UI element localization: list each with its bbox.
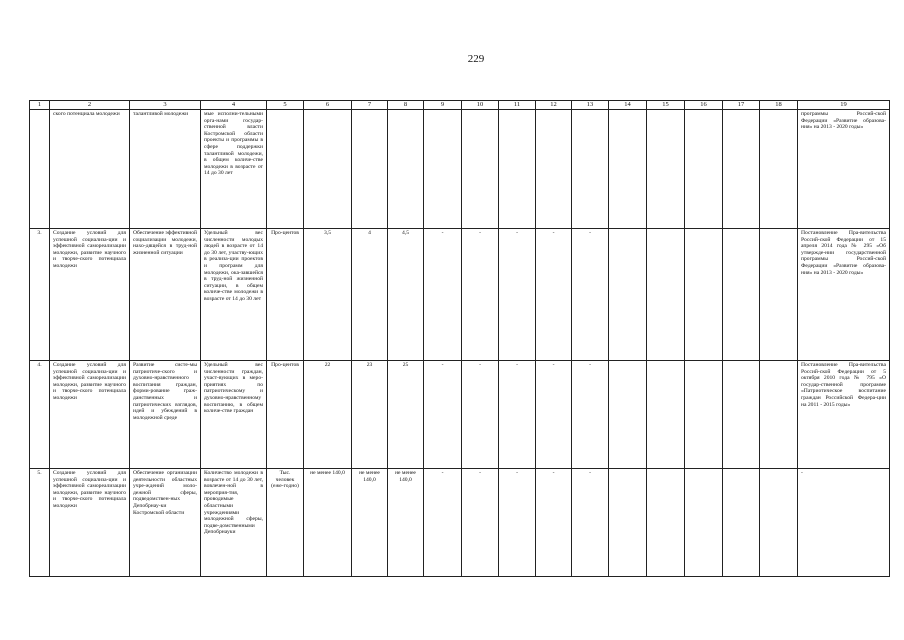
value-cell: -: [424, 229, 462, 361]
goal-cell: Создание условий для успешной социализа-ции и эффективной самореализации молодежи, развитие научного и творче-ского потенциала молодежи: [50, 469, 130, 577]
goal-cell: Создание условий для успешной социализа-ции и эффективной самореализации молодежи, развитие научного и творче-ского потенциала молодежи: [50, 361, 130, 469]
value-cell: -: [572, 361, 609, 469]
value-cell: [388, 110, 424, 229]
empty-cell: [685, 229, 723, 361]
value-cell: [352, 110, 388, 229]
value-cell: [462, 110, 499, 229]
header-cell: 5: [267, 101, 304, 110]
empty-cell: [723, 110, 760, 229]
row-number: 5.: [30, 469, 50, 577]
header-cell: 12: [536, 101, 572, 110]
value-cell: 4: [352, 229, 388, 361]
value-cell: -: [536, 361, 572, 469]
table-row: [30, 229, 890, 361]
value-cell: не менее 140,0: [352, 469, 388, 577]
header-cell: 19: [798, 101, 890, 110]
empty-cell: [685, 361, 723, 469]
goal-cell: ского потенциала молодежи: [50, 110, 130, 229]
header-cell: 15: [647, 101, 685, 110]
empty-cell: [647, 110, 685, 229]
header-cell: 9: [424, 101, 462, 110]
value-cell: 23: [352, 361, 388, 469]
value-cell: не менее 140,0: [388, 469, 424, 577]
unit-cell: [267, 110, 304, 229]
value-cell: -: [462, 361, 499, 469]
header-cell: 7: [352, 101, 388, 110]
value-cell: [304, 110, 352, 229]
empty-cell: [609, 361, 647, 469]
value-cell: 25: [388, 361, 424, 469]
empty-cell: [760, 110, 798, 229]
table-row: [30, 469, 890, 577]
value-cell: [424, 110, 462, 229]
value-cell: 22: [304, 361, 352, 469]
header-cell: 8: [388, 101, 424, 110]
value-cell: [572, 110, 609, 229]
header-cell: 1: [30, 101, 50, 110]
source-cell: Постановление Пра-вительства Россий-ской Федерации от 5 октября 2010 года № 795 «О государ-ственной программе «Патриотическое воспитание граждан Российской Федера-ции на 2011 - 2015 годы»: [798, 361, 890, 469]
value-cell: [499, 110, 536, 229]
value-cell: -: [424, 469, 462, 577]
value-cell: -: [462, 469, 499, 577]
empty-cell: [760, 361, 798, 469]
indicator-cell: Удельный вес численности граждан, участ-вующих в меро-приятиях по патриотическому и духовно-нравственному воспитанию, в общем количе-стве граждан: [201, 361, 267, 469]
task-cell: Обеспечение эффективной социализации молодежи, нахо-дящейся в труд-ной жизненной ситуации: [130, 229, 201, 361]
table-row: [30, 110, 890, 229]
goal-cell: Создание условий для успешной социализа-ции и эффективной самореализации молодежи, развитие научного и творче-ского потенциала молодежи: [50, 229, 130, 361]
value-cell: -: [424, 361, 462, 469]
value-cell: -: [499, 469, 536, 577]
header-cell: 3: [130, 101, 201, 110]
header-cell: 18: [760, 101, 798, 110]
value-cell: -: [572, 229, 609, 361]
value-cell: не менее 140,0: [304, 469, 352, 577]
header-cell: 14: [609, 101, 647, 110]
value-cell: -: [499, 361, 536, 469]
empty-cell: [685, 110, 723, 229]
source-cell: Постановление Пра-вительства Россий-ской Федерации от 15 апреля 2014 года № 295 «Об утвержде-нии государственной программы Россий-ской Федерации «Развитие образова-ния» на 2013 - 2020 годы»: [798, 229, 890, 361]
value-cell: 4,5: [388, 229, 424, 361]
value-cell: -: [536, 229, 572, 361]
empty-cell: [760, 229, 798, 361]
value-cell: 3,5: [304, 229, 352, 361]
empty-cell: [609, 469, 647, 577]
task-cell: Обеспечение организации деятельности областных учре-ждений моло-дежной сферы, подведомствен-ных Депобрнау-ки Костромской области: [130, 469, 201, 577]
header-cell: 4: [201, 101, 267, 110]
source-cell: программы Россий-ской Федерации «Развитие образова-ния» на 2013 - 2020 годы»: [798, 110, 890, 229]
indicator-cell: Количество молодежи в возрасте от 14 до 30 лет, вовлечен-ной в мероприя-тия, проводимые областными учреждениями молодежной сферы, подве-домственными Депобрнауки: [201, 469, 267, 577]
indicators-table: [29, 100, 890, 577]
row-number: 4.: [30, 361, 50, 469]
indicator-cell: мые исполни-тельными орга-нами государ-ственной власти Костромской области проекты и программы в сфере поддержки талантливой молодежи, в общем количе-стве молодежи в возрасте от 14 до 30 лет: [201, 110, 267, 229]
task-cell: талантливой молодежи: [130, 110, 201, 229]
header-cell: 6: [304, 101, 352, 110]
empty-cell: [723, 361, 760, 469]
header-cell: 10: [462, 101, 499, 110]
empty-cell: [723, 229, 760, 361]
empty-cell: [647, 469, 685, 577]
empty-cell: [609, 229, 647, 361]
empty-cell: [685, 469, 723, 577]
empty-cell: [723, 469, 760, 577]
unit-cell: Про-центов: [267, 229, 304, 361]
task-cell: Развитие систе-мы патриотиче-ского и духовно-нравственного воспитания граждан, форми-рование граж-данственных и патриотических взглядов, идей и убеждений в молодежной среде: [130, 361, 201, 469]
table-row: [30, 361, 890, 469]
value-cell: -: [572, 469, 609, 577]
indicator-cell: Удельный вес численности молодых людей в возрасте от 14 до 30 лет, участву-ющих в реализа-ции проектов и программ для молодежи, ока-завшейся в труд-ной жизненной ситуации, в общем количе-стве молодежи в возрасте от 14 до 30 лет: [201, 229, 267, 361]
header-cell: 13: [572, 101, 609, 110]
value-cell: [536, 110, 572, 229]
empty-cell: [647, 361, 685, 469]
empty-cell: [760, 469, 798, 577]
row-number: [30, 110, 50, 229]
header-cell: 16: [685, 101, 723, 110]
unit-cell: Тыс. человек (еже-годно): [267, 469, 304, 577]
header-cell: 17: [723, 101, 760, 110]
unit-cell: Про-центов: [267, 361, 304, 469]
value-cell: -: [499, 229, 536, 361]
value-cell: -: [536, 469, 572, 577]
header-cell: 2: [50, 101, 130, 110]
empty-cell: [609, 110, 647, 229]
header-row: [30, 101, 890, 110]
header-cell: 11: [499, 101, 536, 110]
source-cell: -: [798, 469, 890, 577]
row-number: 3.: [30, 229, 50, 361]
value-cell: -: [462, 229, 499, 361]
empty-cell: [647, 229, 685, 361]
page-number: 229: [467, 53, 485, 65]
